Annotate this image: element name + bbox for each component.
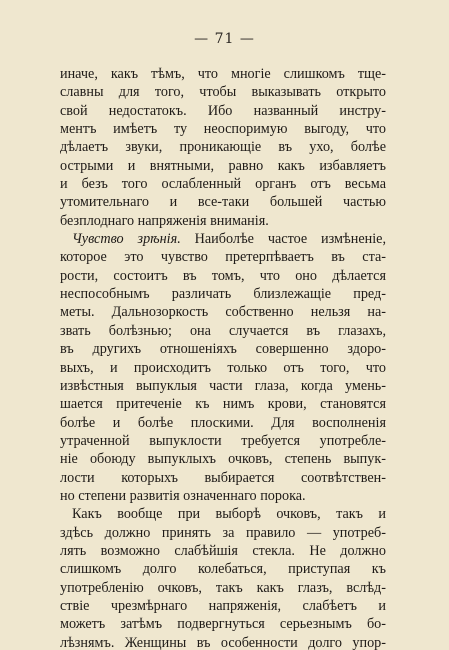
text-line: неспособнымъ различать близлежащіе пред- bbox=[60, 286, 386, 303]
text-line: Какъ вообще при выборѣ очковъ, такъ и bbox=[72, 506, 386, 523]
page-number: — 71 — bbox=[194, 31, 255, 47]
text-line: дѣлаетъ звуки, проникающіе въ ухо, болѣе bbox=[60, 139, 386, 156]
text-line: острыми и внятными, равно какъ избавляетъ bbox=[60, 157, 386, 174]
text-line: утраченной выпуклости требуется употребле- bbox=[60, 432, 386, 449]
text-line: которое это чувство претерпѣваетъ въ ста- bbox=[60, 249, 386, 266]
text-line: выхъ, и происходитъ только отъ того, что bbox=[60, 359, 386, 376]
text-line: извѣстныя выпуклыя части глаза, когда умень- bbox=[60, 377, 386, 394]
text-line: болѣе и болѣе плоскими. Для восполненія bbox=[60, 414, 386, 431]
text-line: славны для того, чтобы выказывать открыто bbox=[60, 84, 386, 101]
text-line: лѣзнямъ. Женщины въ особенности долго упор- bbox=[60, 634, 386, 650]
text-line: здѣсь должно принять за правило — употреб- bbox=[60, 524, 386, 541]
text-line: утомительнаго и все-таки большей частью bbox=[60, 194, 386, 211]
section-heading-rest: Наиболѣе частое измѣненіе, bbox=[180, 231, 386, 248]
body-text bbox=[60, 65, 386, 650]
text-line: лять возможно слабѣйшія стекла. Не должно bbox=[60, 542, 386, 559]
text-line: и безъ того ослабленный органъ отъ весьма bbox=[60, 176, 386, 193]
text-line: меты. Дальнозоркость собственно нельзя на- bbox=[60, 304, 386, 321]
text-line: ніе обоюду выпуклыхъ очковъ, степень выпук- bbox=[60, 451, 386, 468]
text-line: ментъ имѣетъ ту неоспоримую выгоду, что bbox=[60, 121, 386, 138]
text-line: ствіе чрезмѣрнаго напряженія, слабѣетъ и bbox=[60, 597, 386, 614]
section-heading: Чувство зрѣнія. bbox=[72, 231, 181, 248]
text-line: въ другихъ отношеніяхъ совершенно здоро- bbox=[60, 341, 386, 358]
section-heading-line bbox=[60, 230, 386, 248]
text-line: рости, состоитъ въ томъ, что оно дѣлается bbox=[60, 267, 386, 284]
text-line: слишкомъ долго колебаться, приступая къ bbox=[60, 561, 386, 578]
text-line: но степени развитія означеннаго порока. bbox=[60, 487, 306, 504]
text-line: употребленію очковъ, такъ какъ глазъ, вслѣд- bbox=[60, 579, 386, 596]
text-line: шается притеченіе къ нимъ крови, становятся bbox=[60, 396, 386, 413]
text-line: иначе, какъ тѣмъ, что многіе слишкомъ тще- bbox=[60, 66, 386, 82]
text-line: звать болѣзнью; она случается въ глазахъ, bbox=[60, 322, 386, 339]
text-line: безплоднаго напряженія вниманія. bbox=[60, 212, 269, 229]
text-line: лости которыхъ выбирается соотвѣтствен- bbox=[60, 469, 386, 486]
text-line: можетъ затѣмъ подвергнуться серьезнымъ бо- bbox=[60, 616, 386, 633]
text-line: свой недостатокъ. Ибо названный инстру- bbox=[60, 102, 386, 119]
